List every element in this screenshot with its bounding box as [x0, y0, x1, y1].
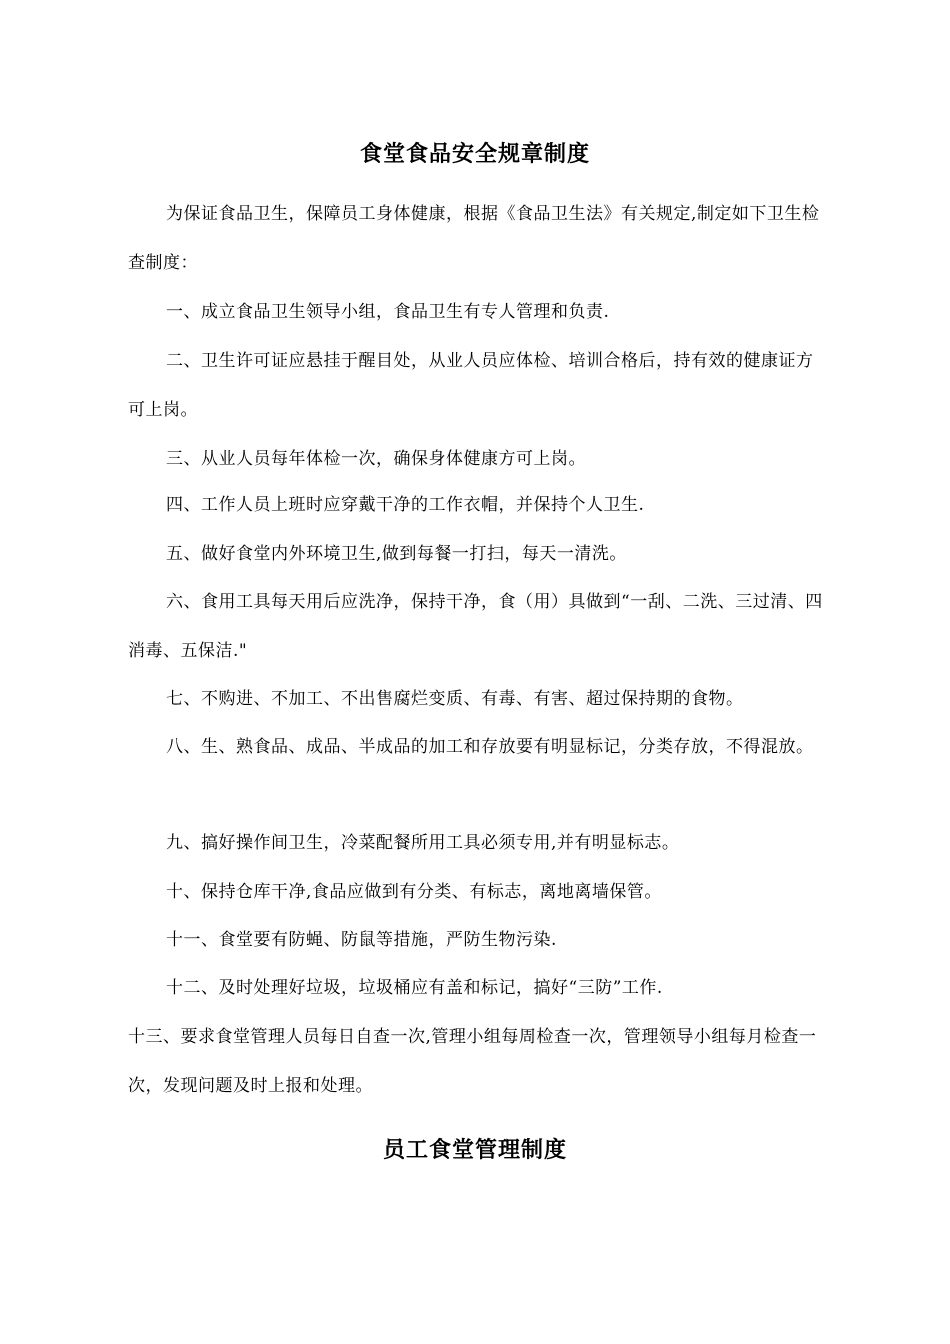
document-title: 食堂食品安全规章制度 [359, 141, 590, 167]
intro-paragraph: 为保证食品卫生，保障员工身体健康，根据《食品卫生法》有关规定,制定如下卫生检查制度： [128, 204, 820, 273]
rule-13: 十三、要求食堂管理人员每日自查一次,管理小组每周检查一次，管理领导小组每月检查一次，发现问题及时上报和处理。 [128, 1027, 817, 1096]
second-section-title: 员工食堂管理制度 [382, 1137, 567, 1163]
rule-8: 八、生、熟食品、成品、半成品的加工和存放要有明显标记，分类存放，不得混放。 [166, 737, 814, 757]
rule-3: 三、从业人员每年体检一次，确保身体健康方可上岗。 [166, 449, 586, 469]
rule-12: 十二、及时处理好垃圾，垃圾桶应有盖和标记，搞好“三防”工作. [166, 978, 663, 998]
rule-1: 一、成立食品卫生领导小组，食品卫生有专人管理和负责. [166, 302, 610, 322]
rule-6: 六、食用工具每天用后应洗净，保持干净，食（用）具做到“一刮、二洗、三过清、四消毒、五保洁." [128, 592, 823, 661]
rule-11: 十一、食堂要有防蝇、防鼠等措施，严防生物污染. [166, 930, 557, 950]
rule-9: 九、搞好操作间卫生，冷菜配餐所用工具必须专用,并有明显标志。 [166, 833, 680, 853]
rule-10: 十、保持仓库干净,食品应做到有分类、有标志，离地离墙保管。 [166, 882, 662, 902]
rule-7: 七、不购进、不加工、不出售腐烂变质、有毒、有害、超过保持期的食物。 [166, 689, 744, 709]
rule-2: 二、卫生许可证应悬挂于醒目处，从业人员应体检、培训合格后，持有效的健康证方可上岗。 [128, 351, 814, 420]
rule-5: 五、做好食堂内外环境卫生,做到每餐一打扫，每天一清洗。 [166, 544, 627, 564]
rule-4: 四、工作人员上班时应穿戴干净的工作衣帽，并保持个人卫生. [166, 495, 645, 515]
